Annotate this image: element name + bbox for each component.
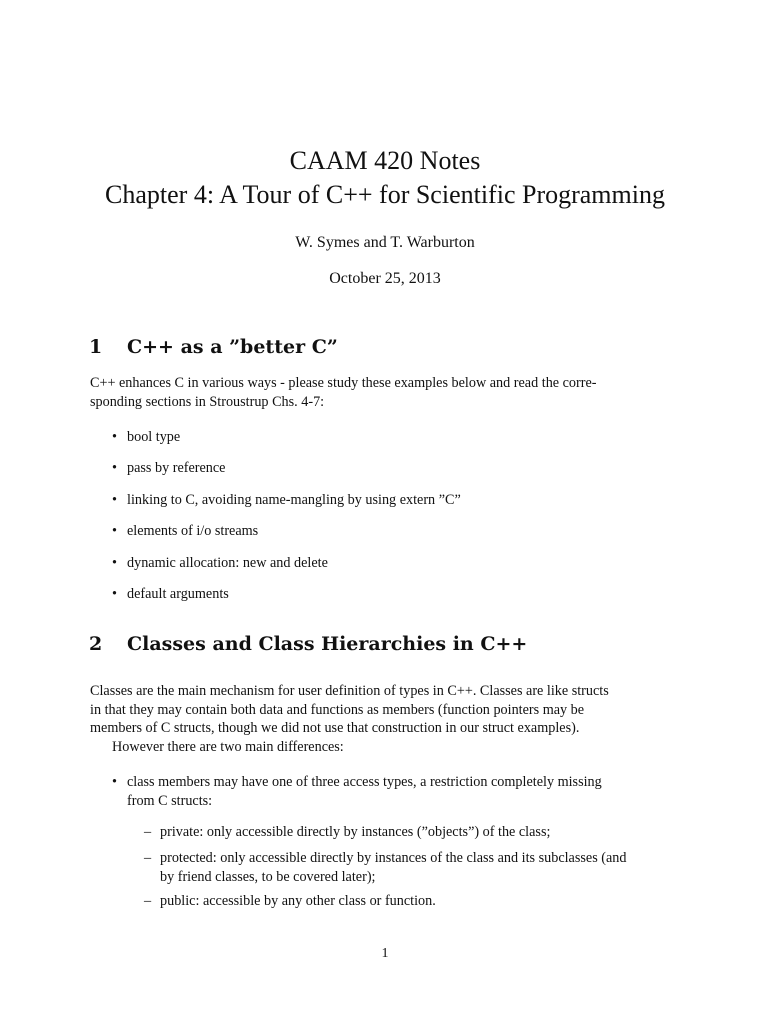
bullet-icon: • [112, 429, 117, 445]
list-item [112, 491, 461, 510]
section-2-paragraph [90, 682, 682, 756]
list-item [112, 585, 229, 604]
section-1-intro [90, 374, 682, 411]
paragraph-line: members of C structs, though we did not use that construction in our struct examples). [90, 720, 580, 736]
document-subtitle: Chapter 4: A Tour of C++ for Scientific Programming [105, 180, 665, 209]
bullet-icon: • [112, 523, 117, 539]
document-title: CAAM 420 Notes [289, 146, 481, 175]
sub-list-item [144, 823, 684, 842]
bullet-icon: • [112, 586, 117, 602]
paragraph-line: in that they may contain both data and functions as members (function pointers may be [90, 701, 585, 718]
list-item-text: bool type [127, 429, 181, 445]
list-item [112, 554, 328, 573]
date: October 25, 2013 [329, 270, 441, 287]
list-item-text: default arguments [127, 586, 229, 602]
list-item-text: linking to C, avoiding name-mangling by using extern ”C” [127, 492, 461, 508]
list-item-text: dynamic allocation: new and delete [127, 555, 328, 571]
section-1-heading [89, 336, 338, 358]
paragraph-line: However there are two main differences: [112, 738, 344, 755]
section-number: 2 [89, 633, 103, 655]
page-number: 1 [381, 946, 389, 961]
dash-icon: – [144, 824, 152, 840]
list-item [112, 428, 180, 447]
section-2-heading [89, 633, 527, 655]
sub-list-item-text: public: accessible by any other class or function. [160, 893, 436, 909]
sub-list-item-text: private: only accessible directly by instances (”objects”) of the class; [160, 824, 551, 840]
paragraph-line: Classes are the main mechanism for user definition of types in C++. Classes are like structs [90, 683, 609, 699]
list-item-text: elements of i/o streams [127, 523, 259, 539]
sub-list-item [144, 892, 684, 911]
bullet-icon: • [112, 774, 117, 790]
dash-icon: – [144, 850, 152, 866]
list-item [112, 459, 225, 478]
list-item [112, 522, 258, 541]
section-title: C++ as a ”better C” [127, 336, 338, 358]
list-item-text: pass by reference [127, 460, 226, 476]
dash-icon: – [144, 893, 152, 909]
paragraph-line: sponding sections in Stroustrup Chs. 4-7: [90, 393, 325, 410]
bullet-icon: • [112, 492, 117, 508]
list-item-text: class members may have one of three access types, a restriction completely missing [127, 774, 602, 790]
sub-list-item-text: by friend classes, to be covered later); [160, 868, 376, 885]
section-number: 1 [89, 336, 103, 358]
list-item-text: from C structs: [127, 792, 213, 809]
sub-list-item [144, 849, 684, 886]
sub-list-item-text: protected: only accessible directly by instances of the class and its subclasses (and [160, 850, 627, 866]
bullet-icon: • [112, 555, 117, 571]
bullet-icon: • [112, 460, 117, 476]
list-item [112, 773, 682, 810]
paragraph-line: C++ enhances C in various ways - please study these examples below and read the corre- [90, 375, 597, 391]
section-title: Classes and Class Hierarchies in C++ [127, 633, 528, 655]
authors: W. Symes and T. Warburton [295, 234, 475, 251]
